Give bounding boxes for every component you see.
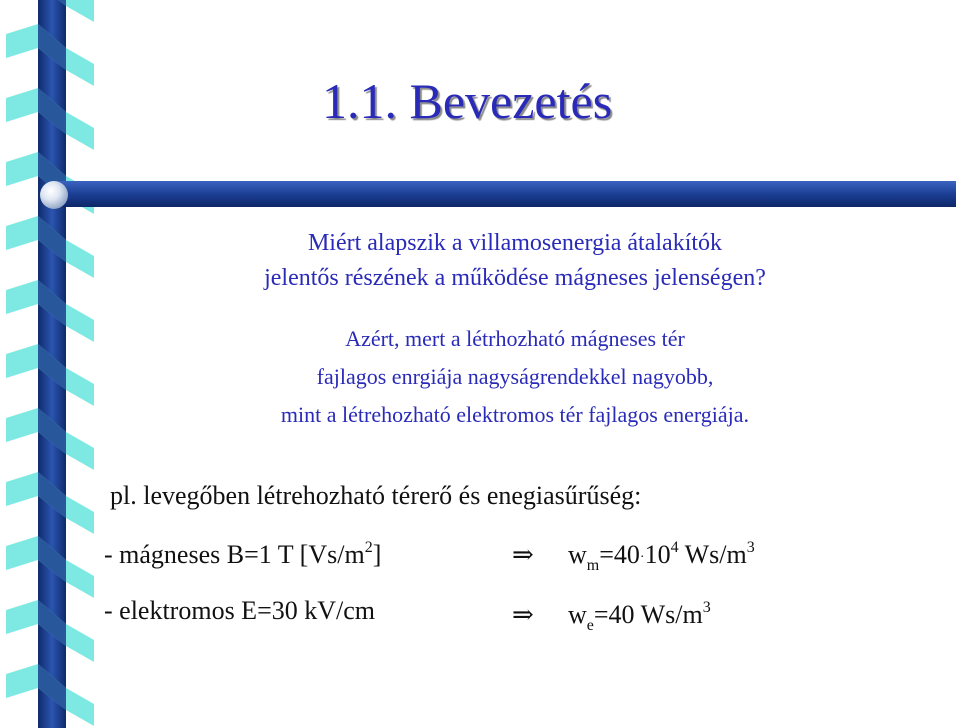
answer-line-1: Azért, mert a létrhozható mágneses tér <box>345 326 685 351</box>
decorative-ribbon <box>0 0 110 728</box>
answer-line-3: mint a létrehozható elektromos tér fajlagos energiája. <box>280 402 750 427</box>
magnetic-field-line <box>104 540 381 570</box>
question-line-1: Miért alapszik a villamosenergia átalakítók <box>307 230 723 256</box>
implies-arrow-icon: ⇒ <box>512 540 534 569</box>
magnetic-base: 10 <box>644 540 671 569</box>
magnetic-label: - mágneses B=1 T [Vs/m <box>104 540 365 569</box>
magnetic-close: ] <box>372 540 382 569</box>
electric-field-line: - elektromos E=30 kV/cm <box>104 596 375 625</box>
electric-energy-density <box>512 599 711 634</box>
electric-eq: =40 Ws/m <box>593 600 703 629</box>
w-symbol: w <box>568 540 587 569</box>
multiply-dot: · <box>639 550 645 565</box>
answer-line-2: fajlagos enrgiája nagyságrendekkel nagyobb, <box>316 364 714 389</box>
w-symbol: w <box>568 600 587 629</box>
magnetic-power: 4 <box>670 539 679 556</box>
magnetic-energy-density <box>512 539 755 574</box>
w-subscript-m: m <box>586 557 600 574</box>
w-subscript-e: e <box>586 617 594 634</box>
slide-title: 1.1. Bevezetés <box>322 73 613 129</box>
magnetic-unit-exp: 3 <box>746 539 755 556</box>
magnetic-eq: =40 <box>599 540 640 569</box>
header-bar <box>52 181 956 207</box>
magnetic-exponent: 2 <box>364 539 373 556</box>
implies-arrow-icon: ⇒ <box>512 600 534 629</box>
example-intro: pl. levegőben létrehozható térerő és enegiasűrűség: <box>110 481 642 510</box>
electric-unit-exp: 3 <box>702 599 711 616</box>
bullet-orb <box>40 181 68 209</box>
magnetic-unit: Ws/m <box>678 540 747 569</box>
question-line-2: jelentős részének a működése mágneses jelenségen? <box>264 265 766 291</box>
